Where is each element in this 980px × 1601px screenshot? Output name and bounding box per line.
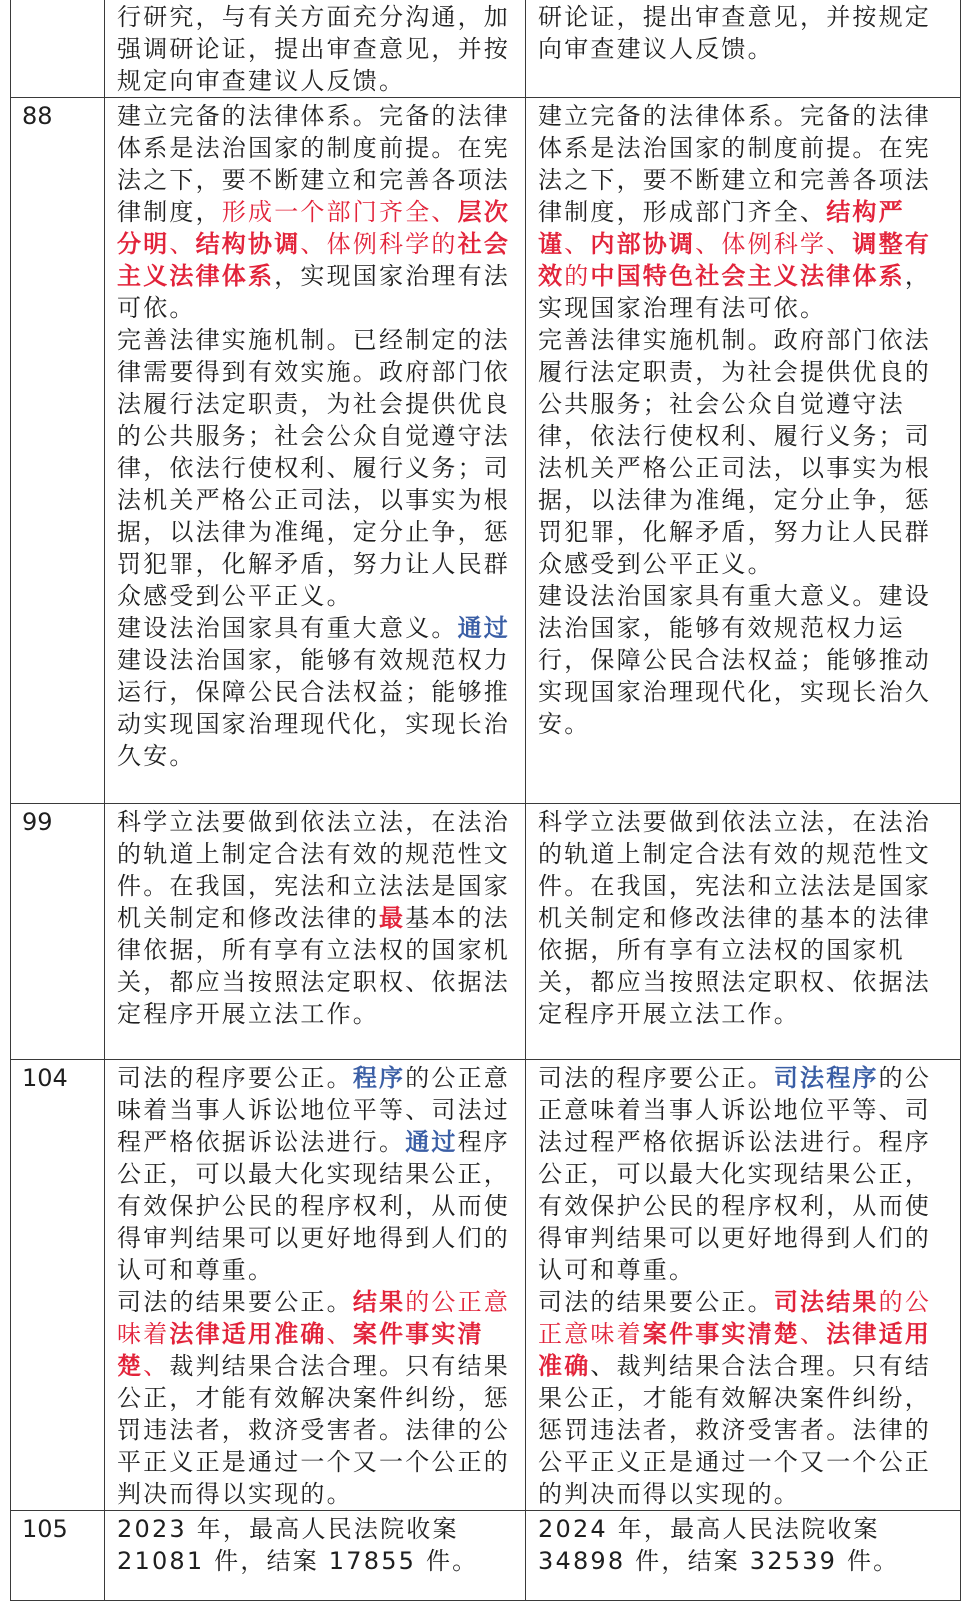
highlighted-text: 、 — [169, 230, 196, 258]
old-text-cell — [105, 0, 526, 98]
highlighted-text: 调整有效 — [538, 230, 932, 290]
row-number — [11, 0, 105, 98]
highlighted-text: 形成一个部门齐全、 — [221, 198, 458, 226]
highlighted-text: 结构严谨 — [538, 198, 905, 258]
highlighted-text: 的 — [564, 262, 591, 290]
text-segment: 建设法治国家具有重大意义。建设法治国家，能够有效规范权力运行，保障公民合法权益；能够推动实现国家治理现代化，实现长治久安。 — [538, 582, 931, 738]
new-text-cell — [526, 1060, 961, 1511]
paragraph — [117, 1062, 517, 1286]
text-segment: 司法的结果要公正。 — [538, 1288, 774, 1316]
paragraph — [538, 1513, 952, 1577]
table-row — [11, 1511, 961, 1601]
highlighted-text: 案件事实清楚 — [117, 1320, 484, 1380]
highlighted-text: 、 — [564, 230, 591, 258]
text-segment: 2023 年，最高人民法院收案 21081 件，结案 17855 件。 — [117, 1515, 479, 1575]
paragraph — [538, 324, 952, 580]
highlighted-text: 层次分明 — [117, 198, 511, 258]
paragraph — [117, 100, 517, 324]
paragraph — [538, 1286, 952, 1510]
highlighted-text: 法律适用准确 — [169, 1320, 327, 1348]
highlighted-text: 、 — [143, 1352, 170, 1380]
row-number: 104 — [11, 1060, 105, 1511]
paragraph — [117, 1513, 517, 1577]
highlighted-text: 、 — [800, 1320, 827, 1348]
row-number: 99 — [11, 804, 105, 1060]
paragraph — [538, 100, 952, 324]
highlighted-text: 、 — [326, 1320, 353, 1348]
text-segment: 司法的程序要公正。 — [538, 1064, 774, 1092]
paragraph — [117, 1286, 517, 1510]
highlighted-text: 通过 — [405, 1128, 458, 1156]
new-text-cell — [526, 804, 961, 1060]
new-text-cell — [526, 98, 961, 804]
table-row — [11, 1060, 961, 1511]
text-segment: 裁判结果合法合理。只有结果公正，才能有效解决案件纠纷，惩罚违法者，救济受害者。法律的公平正义正是通过一个又一个公正的判决而得以实现的。 — [117, 1352, 511, 1508]
table-row — [11, 804, 961, 1060]
highlighted-text: 、体例科学、 — [695, 230, 853, 258]
new-text-cell — [526, 0, 961, 98]
highlighted-text: 司法程序 — [773, 1064, 879, 1092]
text-segment: 完善法律实施机制。已经制定的法律需要得到有效实施。政府部门依法履行法定职责，为社会提供优良的公共服务；社会公众自觉遵守法律，依法行使权利、履行义务；司法机关严格公正司法，以事实为根据，以法律为准绳，定分止争，惩罚犯罪，化解矛盾，努力让人民群众感受到公平正义。 — [117, 326, 510, 610]
text-segment: 行研究，与有关方面充分沟通，加强调研论证，提出审查意见，并按规定向审查建议人反馈。 — [117, 3, 510, 95]
text-segment: 的公正意味着当事人诉讼地位平等、司法过程严格依据诉讼法进行。程序公正，可以最大化实现结果公正，有效保护公民的程序权利，从而使得审判结果可以更好地得到人们的认可和尊重。 — [538, 1064, 932, 1284]
paragraph — [538, 1062, 952, 1286]
table-body — [11, 0, 961, 1601]
text-segment: ，实现国家治理有法可依。 — [117, 262, 511, 322]
text-segment: 的公正意味着当事人诉讼地位平等、司法过程严格依据诉讼法进行。 — [117, 1064, 511, 1156]
paragraph — [117, 324, 517, 612]
highlighted-text: 结果 — [352, 1288, 406, 1316]
paragraph — [538, 806, 952, 1030]
old-text-cell — [105, 804, 526, 1060]
table-row — [11, 98, 961, 804]
text-segment: 完善法律实施机制。政府部门依法履行法定职责，为社会提供优良的公共服务；社会公众自觉遵守法律，依法行使权利、履行义务；司法机关严格公正司法，以事实为根据，以法律为准绳，定分止争，惩罚犯罪，化解矛盾，努力让人民群众感受到公平正义。 — [538, 326, 931, 578]
text-segment: ，实现国家治理有法可依。 — [538, 262, 932, 322]
row-number: 105 — [11, 1511, 105, 1601]
paragraph — [538, 580, 952, 740]
row-number: 88 — [11, 98, 105, 804]
old-text-cell — [105, 1060, 526, 1511]
new-text-cell — [526, 1511, 961, 1601]
highlighted-text: 内部协调 — [590, 230, 696, 258]
highlighted-text: 中国特色社会主义法律体系 — [590, 262, 905, 290]
text-segment: 司法的程序要公正。 — [117, 1064, 353, 1092]
text-segment: 建设法治国家具有重大意义。 — [117, 614, 458, 642]
highlighted-text: 案件事实清楚 — [642, 1320, 801, 1348]
text-segment: 司法的结果要公正。 — [117, 1288, 353, 1316]
highlighted-text: 的公正意味着 — [117, 1288, 511, 1348]
text-segment: 建立完备的法律体系。完备的法律体系是法治国家的制度前提。在宪法之下，要不断建立和完善各项法律制度，形成部门齐全、 — [538, 102, 931, 226]
paragraph — [117, 1, 517, 97]
text-segment: 研论证，提出审查意见，并按规定向审查建议人反馈。 — [538, 3, 931, 63]
text-segment: 科学立法要做到依法立法，在法治的轨道上制定合法有效的规范性文件。在我国，宪法和立法法是国家机关制定和修改法律的 — [117, 808, 510, 932]
text-segment: 科学立法要做到依法立法，在法治的轨道上制定合法有效的规范性文件。在我国，宪法和立法法是国家机关制定和修改法律的基本的法律依据，所有享有立法权的国家机关，都应当按照法定职权、依据法定程序开展立法工作。 — [538, 808, 931, 1028]
old-text-cell — [105, 1511, 526, 1601]
highlighted-text: 、体例科学的 — [300, 230, 458, 258]
paragraph — [117, 806, 517, 1030]
text-segment: 、裁判结果合法合理。只有结果公正，才能有效解决案件纠纷，惩罚违法者，救济受害者。法律的公平正义正是通过一个又一个公正的判决而得以实现的。 — [538, 1352, 932, 1508]
paragraph — [117, 612, 517, 772]
highlighted-text: 最 — [379, 904, 406, 932]
highlighted-text: 结构协调 — [195, 230, 301, 258]
text-segment: 建设法治国家，能够有效规范权力运行，保障公民合法权益；能够推动实现国家治理现代化，实现长治久安。 — [117, 646, 510, 770]
old-text-cell — [105, 98, 526, 804]
text-segment: 基本的法律依据，所有享有立法权的国家机关，都应当按照法定职权、依据法定程序开展立法工作。 — [117, 904, 511, 1028]
text-segment: 建立完备的法律体系。完备的法律体系是法治国家的制度前提。在宪法之下，要不断建立和完善各项法律制度， — [117, 102, 510, 226]
text-segment: 程序公正，可以最大化实现结果公正，有效保护公民的程序权利，从而使得审判结果可以更好地得到人们的认可和尊重。 — [117, 1128, 511, 1284]
highlighted-text: 通过 — [457, 614, 511, 642]
table-row — [11, 0, 961, 98]
highlighted-text: 程序 — [352, 1064, 406, 1092]
comparison-table — [10, 0, 961, 1601]
highlighted-text: 的公正意味着 — [538, 1288, 932, 1348]
highlighted-text: 社会主义法律体系 — [117, 230, 511, 290]
paragraph — [538, 1, 952, 65]
text-segment: 2024 年，最高人民法院收案 34898 件，结案 32539 件。 — [538, 1515, 900, 1575]
highlighted-text: 司法结果 — [773, 1288, 879, 1316]
highlighted-text: 法律适用准确 — [538, 1320, 932, 1380]
